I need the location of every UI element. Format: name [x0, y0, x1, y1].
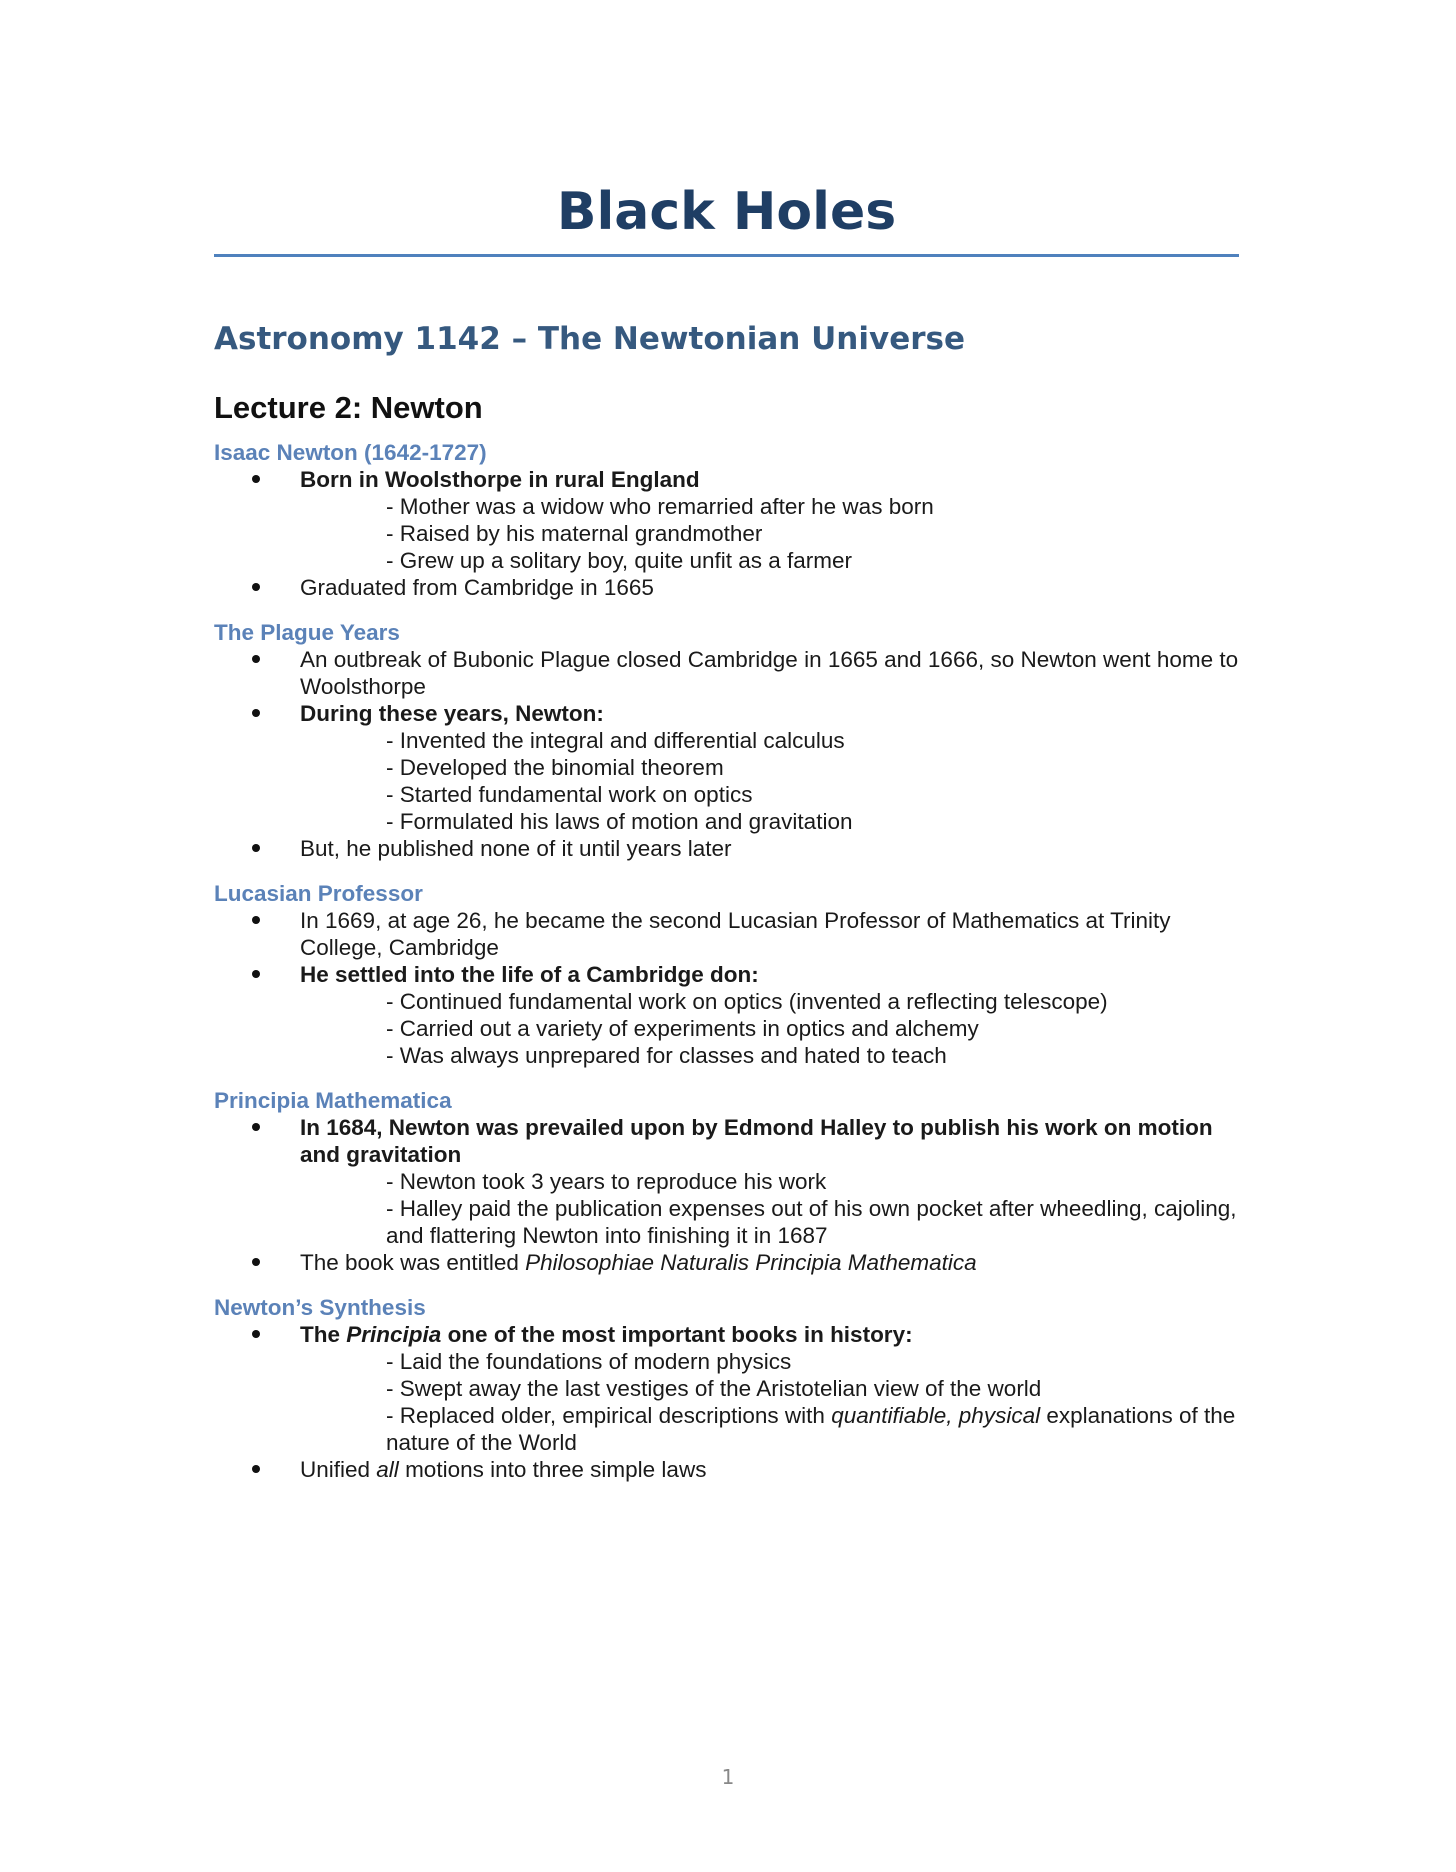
bullet-text: Graduated from Cambridge in 1665	[300, 575, 654, 600]
sub-item: - Continued fundamental work on optics (invented a reflecting telescope)	[386, 989, 1108, 1014]
bullet-text: He settled into the life of a Cambridge don:	[300, 962, 759, 987]
bullet-item	[214, 1114, 1239, 1249]
sub-item: - Swept away the last vestiges of the Aristotelian view of the world	[386, 1376, 1042, 1401]
bullet-text: The Principia one of the most important books in history:	[300, 1322, 913, 1347]
bullet-list	[214, 466, 1239, 601]
section	[214, 880, 1239, 1069]
sub-item: - Newton took 3 years to reproduce his work	[386, 1169, 827, 1194]
document-title: Black Holes	[556, 182, 897, 242]
bullet-list	[214, 646, 1239, 862]
sub-item: - Replaced older, empirical descriptions with quantifiable, physical explanations of the nature of the World	[386, 1403, 1236, 1455]
title-underline	[214, 254, 1239, 257]
sub-item: - Formulated his laws of motion and gravitation	[386, 809, 853, 834]
bullet-item	[214, 1321, 1239, 1456]
bullet-item	[214, 700, 1239, 835]
sub-item: - Invented the integral and differential calculus	[386, 728, 845, 753]
bullet-dot-icon	[252, 844, 260, 852]
bullet-text: During these years, Newton:	[300, 701, 604, 726]
sub-item: - Was always unprepared for classes and hated to teach	[386, 1043, 947, 1068]
bullet-dot-icon	[252, 655, 260, 663]
section-heading: Lucasian Professor	[214, 881, 423, 906]
bullet-item	[214, 961, 1239, 1069]
lecture-heading: Lecture 2: Newton	[214, 390, 483, 425]
bullet-dot-icon	[252, 916, 260, 924]
section-heading: The Plague Years	[214, 620, 400, 645]
bullet-text: In 1669, at age 26, he became the second Lucasian Professor of Mathematics at Trinity College, Cambridge	[300, 908, 1171, 960]
sections-container	[214, 439, 1239, 1483]
sub-item-list	[300, 988, 1239, 1069]
section-heading: Newton’s Synthesis	[214, 1295, 426, 1320]
sub-item: - Started fundamental work on optics	[386, 782, 753, 807]
bullet-list	[214, 1321, 1239, 1483]
bullet-item	[214, 1456, 1239, 1483]
bullet-item	[214, 646, 1239, 700]
section	[214, 1087, 1239, 1276]
bullet-item	[214, 835, 1239, 862]
bullet-list	[214, 907, 1239, 1069]
bullet-dot-icon	[252, 1465, 260, 1473]
sub-item: - Raised by his maternal grandmother	[386, 521, 763, 546]
section-heading: Isaac Newton (1642-1727)	[214, 440, 487, 465]
bullet-dot-icon	[252, 1123, 260, 1131]
bullet-text: An outbreak of Bubonic Plague closed Cambridge in 1665 and 1666, so Newton went home to Woolsthorpe	[300, 647, 1239, 699]
sub-item-list	[300, 727, 1239, 835]
section	[214, 439, 1239, 601]
bullet-dot-icon	[252, 709, 260, 717]
sub-item-list	[300, 493, 1239, 574]
bullet-dot-icon	[252, 583, 260, 591]
bullet-text: Born in Woolsthorpe in rural England	[300, 467, 700, 492]
section-heading: Principia Mathematica	[214, 1088, 452, 1113]
bullet-dot-icon	[252, 475, 260, 483]
bullet-dot-icon	[252, 1258, 260, 1266]
sub-item: - Carried out a variety of experiments in optics and alchemy	[386, 1016, 979, 1041]
course-heading: Astronomy 1142 – The Newtonian Universe	[214, 321, 965, 357]
sub-item: - Developed the binomial theorem	[386, 755, 724, 780]
sub-item: - Grew up a solitary boy, quite unfit as a farmer	[386, 548, 853, 573]
sub-item: - Halley paid the publication expenses out of his own pocket after wheedling, cajoling, and flattering Newton into finishing it in 1687	[386, 1196, 1237, 1248]
bullet-text: The book was entitled Philosophiae Naturalis Principia Mathematica	[300, 1250, 977, 1275]
bullet-item	[214, 907, 1239, 961]
bullet-text: Unified all motions into three simple laws	[300, 1457, 707, 1482]
bullet-item	[214, 1249, 1239, 1276]
page-number: 1	[721, 1765, 735, 1789]
sub-item: - Laid the foundations of modern physics	[386, 1349, 792, 1374]
page-body	[214, 176, 1239, 1483]
bullet-item	[214, 574, 1239, 601]
section	[214, 1294, 1239, 1483]
bullet-dot-icon	[252, 1330, 260, 1338]
sub-item-list	[300, 1348, 1239, 1456]
bullet-text: But, he published none of it until years later	[300, 836, 732, 861]
bullet-list	[214, 1114, 1239, 1276]
sub-item-list	[300, 1168, 1239, 1249]
sub-item: - Mother was a widow who remarried after he was born	[386, 494, 934, 519]
bullet-dot-icon	[252, 970, 260, 978]
bullet-text: In 1684, Newton was prevailed upon by Edmond Halley to publish his work on motion and gravitation	[300, 1115, 1213, 1167]
bullet-item	[214, 466, 1239, 574]
section	[214, 619, 1239, 862]
